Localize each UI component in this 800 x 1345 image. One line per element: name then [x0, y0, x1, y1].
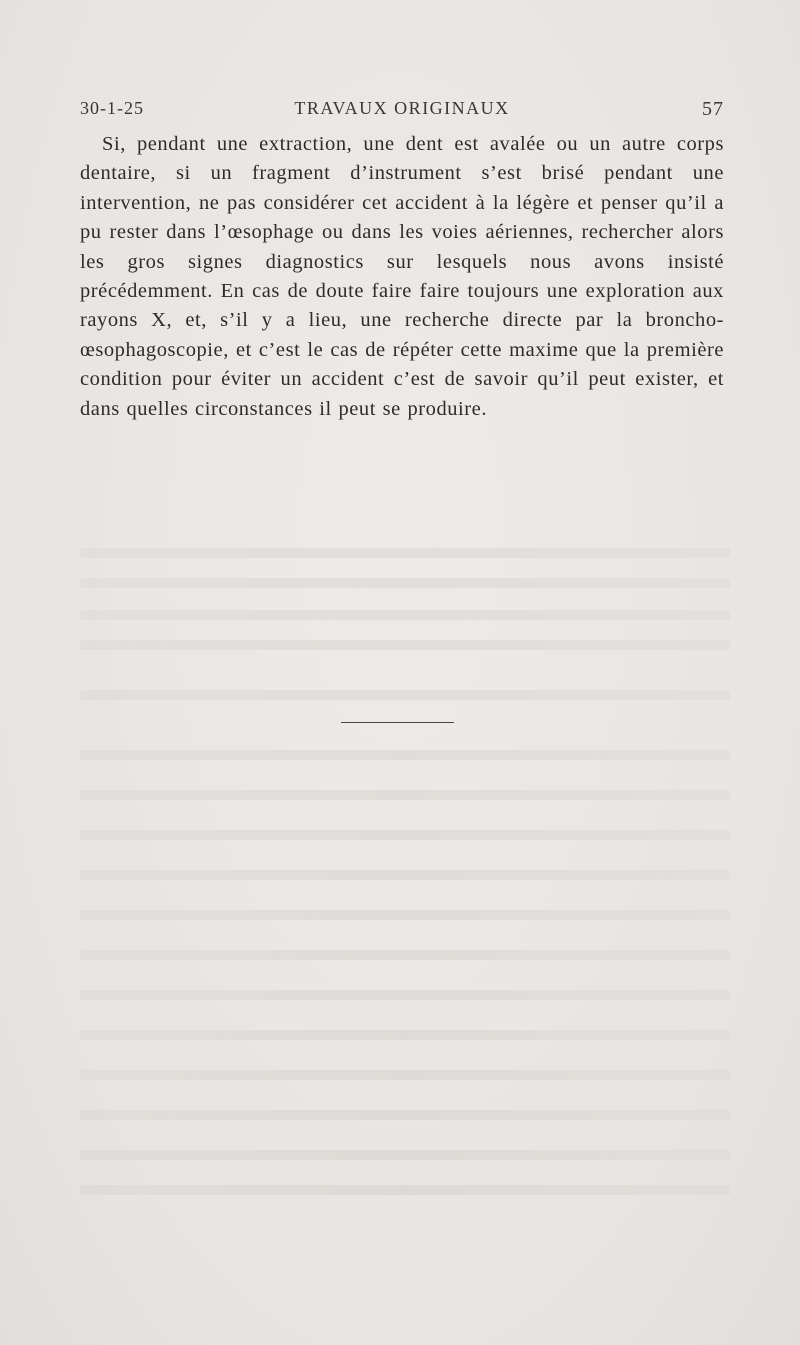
bleed-through-shadow	[80, 1070, 730, 1080]
bleed-through-shadow	[80, 750, 730, 760]
bleed-through-shadow	[80, 640, 730, 650]
bleed-through-shadow	[80, 548, 730, 558]
header-section-title: TRAVAUX ORIGINAUX	[294, 98, 510, 118]
section-divider	[341, 722, 454, 723]
bleed-through-shadow	[80, 990, 730, 1000]
bleed-through-shadow	[80, 578, 730, 588]
bleed-through-shadow	[80, 1150, 730, 1160]
bleed-through-shadow	[80, 690, 730, 700]
bleed-through-shadow	[80, 610, 730, 620]
bleed-through-shadow	[80, 1185, 730, 1195]
bleed-through-shadow	[80, 950, 730, 960]
page-number: 57	[702, 98, 724, 120]
header-date: 30-1-25	[80, 98, 144, 118]
body-paragraph: Si, pendant une extraction, une dent est avalée ou un autre corps dentaire, si un fragment d’instrument s’est brisé pendant une intervention, ne pas considérer cet accident à la légère et penser qu’il a pu rester dans l’œsophage ou dans les voies aériennes, rechercher alors les gros signes diagnostics sur lesquels nous avons insisté précédemment. En cas de doute faire faire toujours une exploration aux rayons X, et, s’il y a lieu, une recherche directe par la broncho-œsophagoscopie, et c’est le cas de répéter cette maxime que la première condition pour éviter un accident c’est de savoir qu’il peut exister, et dans quelles circonstances il peut se produire.	[80, 133, 724, 420]
bleed-through-shadow	[80, 830, 730, 840]
running-header	[80, 98, 724, 122]
bleed-through-shadow	[80, 1030, 730, 1040]
bleed-through-shadow	[80, 1110, 730, 1120]
bleed-through-shadow	[80, 790, 730, 800]
bleed-through-shadow	[80, 910, 730, 920]
bleed-through-shadow	[80, 870, 730, 880]
